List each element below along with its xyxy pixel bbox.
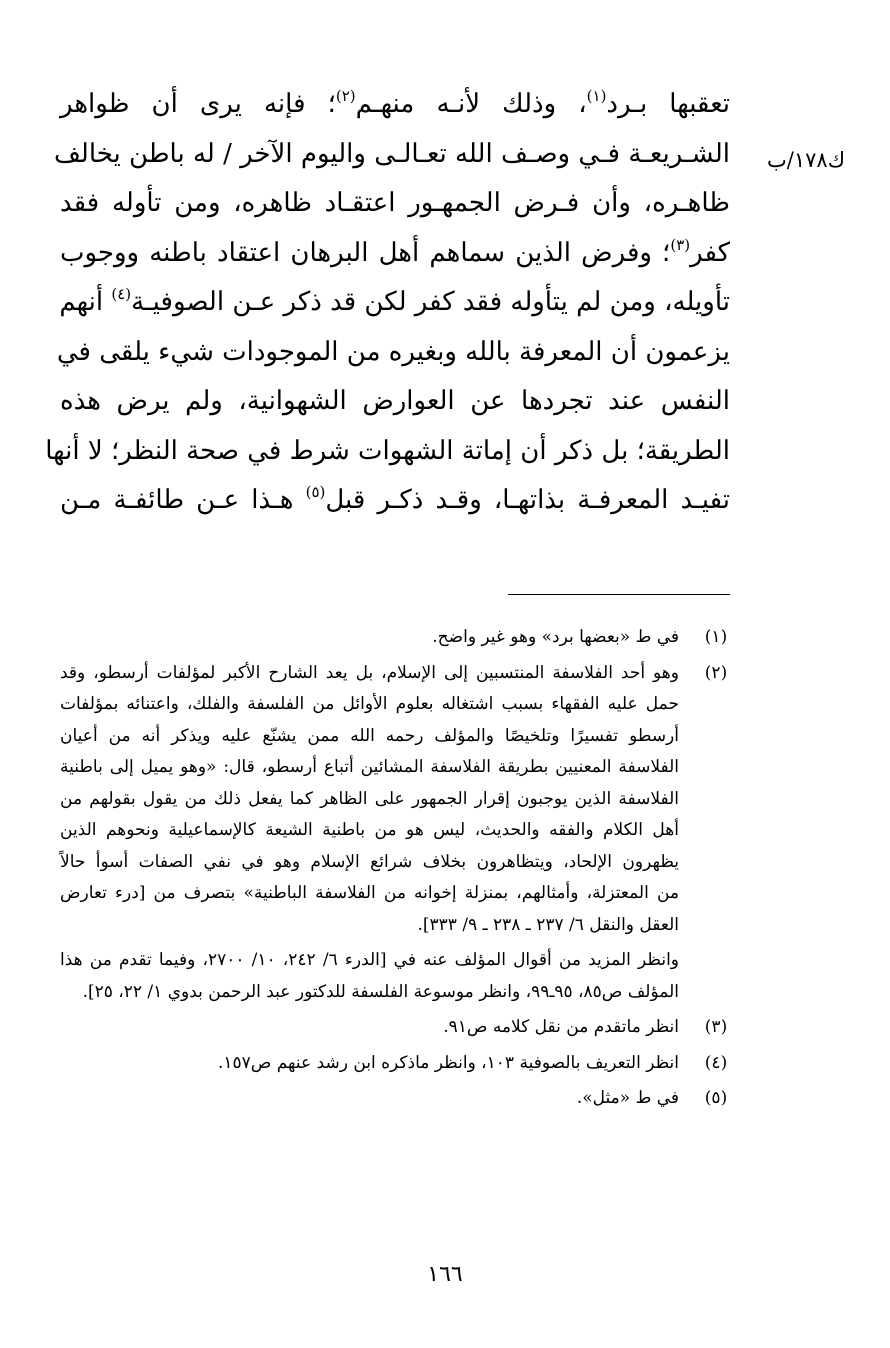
footnote-item [60,1048,736,1080]
footnote-item [60,622,736,654]
footnote-number: (١) [704,627,728,647]
footnote-number: (٤) [704,1052,728,1073]
footnote-line: انظر التعريف بالصوفية ١٠٣، وانظر ماذكره ابن رشد عنهم ص١٥٧. [217,1052,679,1073]
main-text-line: ظاهـره، وأن فـرض الجمهـور اعتقـاد ظاهره، ومن تأوله فقد [60,188,730,218]
footnote-continuation [60,945,736,1008]
footnotes [60,622,736,1119]
footnote-number: (٣) [704,1017,728,1037]
footnote-marker[interactable]: (٢) [335,87,356,105]
main-text [45,80,730,526]
footnote-marker[interactable]: (٤) [111,285,132,303]
main-text-line: كفر$^{(٣)}$؛ وفرض الذين سماهم أهل البرهان اعتقاد باطنه ووجوب [60,235,730,268]
footnote-line: في ط «بعضها برد» وهو غير واضح. [432,627,679,647]
footnote-separator [508,594,730,595]
footnote-line: الفلاسفة الذين يوجبون إقرار الجمهور على الظاهر كما يفعل ذلك من يقول بقولهم من [60,788,679,809]
footnote-marker[interactable]: (٥) [305,483,326,501]
main-text-line: الطريقة؛ بل ذكر أن إماتة الشهوات شرط في صحة النظر؛ لا أنها [45,435,730,466]
main-text-line: تعقبها بـرد$^{(١)}$، وذلك لأنـه منهـم$^{(٢)}$؛ فإنه يرى أن ظواهر [60,87,730,119]
main-text-line: يزعمون أن المعرفة بالله وبغيره من الموجودات شيء يلقى في [56,336,730,367]
footnote-line: من المعتزلة، وأمثالهم، بمنزلة إخوانه من الفلاسفة الباطنية» بتصرف من [درء تعارض [60,883,679,903]
footnote-item [60,1012,736,1044]
footnote-item [60,658,736,942]
footnote-line: حمل عليه الفقهاء بسبب اشتغاله بعلوم الأوائل من الفلسفة والفلك، واعتنائه بمؤلفات [60,694,679,714]
footnote-line: الفلاسفة المعنيين بطريقة الفلاسفة المشائين أتباع أرسطو، قال: «وهو يميل إلى باطنية [60,757,679,777]
footnote-line: العقل والنقل ٦/ ٢٣٧ ـ ٢٣٨ ـ ٩/ ٣٣٣]. [417,914,679,935]
footnote-line: في ط «مثل». [576,1088,679,1108]
footnote-marker[interactable]: (٣) [670,235,691,254]
main-text-line: النفس عند تجردها عن العوارض الشهوانية، ولم يرض هذه [60,386,730,416]
main-text-line: الشـريعـة فـي وصـف الله تعـالـى واليوم الآخر / له باطن يخالف [54,138,730,169]
footnote-line: انظر ماتقدم من نقل كلامه ص٩١. [443,1017,679,1037]
main-text-line: تأويله، ومن لم يتأوله فقد كفر لكن قد ذكر عـن الصوفيـة$^{(٤)}$ أنهم [59,285,730,317]
page-number: ١٦٦ [427,1262,463,1287]
footnote-line: أهل الكلام والفقه والحديث، ليس هو من باطنية الشيعة كالإسماعيلية ونحوهم الذين [60,820,679,840]
footnote-line: يظهرون الإلحاد، ويتظاهرون بخلاف شرائع الإسلام وهو في نفي الصفات أسوأ حالاً [60,851,679,872]
footnote-number: (٥) [704,1088,728,1108]
footnote-line: وانظر المزيد من أقوال المؤلف عنه في [الدرء ٦/ ٢٤٢، ١٠/ ٢٧٠٠، وفيما تقدم من هذا [60,950,680,970]
footnote-marker[interactable]: (١) [586,87,607,105]
main-text-line: تفيـد المعرفـة بذاتهـا، وقـد ذكـر قبل$^{(٥)}$ هـذا عـن طائفـة مـن [60,483,730,515]
footnote-number: (٢) [704,662,728,683]
footnote-line: وهو أحد الفلاسفة المنتسبين إلى الإسلام، بل يعد الشارح الأكبر لمؤلفات أرسطو، وقد [60,662,679,683]
footnote-line: أرسطو تفسيرًا وتلخيصًا والمؤلف رحمه الله ممن يشنّع عليه ويذكر أنه من أعيان [60,725,679,746]
manuscript-folio-reference: ك١٧٨/ب [766,148,845,172]
footnote-item [60,1083,736,1115]
footnote-line: المؤلف ص٨٥، ٩٥ـ٩٩، وانظر موسوعة الفلسفة للدكتور عبد الرحمن بدوي ١/ ٢٢، ٢٥]. [82,981,679,1002]
